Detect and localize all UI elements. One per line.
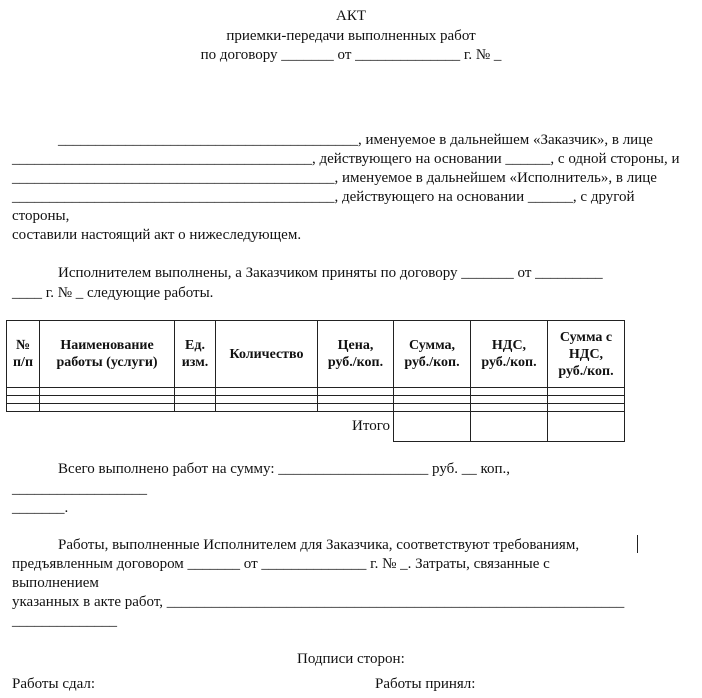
total-sum-line-2: __________________ — [12, 481, 147, 497]
col-sum: Сумма, руб./коп. — [394, 321, 471, 388]
total-sum-line: Всего выполнено работ на сумму: ____________________ руб. __ коп., — [58, 461, 511, 477]
party-line-3: ___________________________________________, именуемое в дальнейшем «Исполнитель», в лице — [12, 170, 657, 186]
text-cursor — [637, 535, 638, 553]
signatures-title: Подписи сторон: — [297, 651, 405, 667]
compliance-line-5: ______________ — [12, 613, 117, 629]
col-sum-with-vat: Сумма с НДС, руб./коп. — [548, 321, 625, 388]
table-header-row — [7, 321, 625, 388]
party-line-4: ___________________________________________, действующего на основании ______, с другой — [12, 189, 635, 205]
total-label: Итого — [352, 418, 390, 434]
col-number: № п/п — [7, 321, 40, 388]
signature-left-label: Работы сдал: — [12, 676, 96, 692]
table-row — [7, 396, 625, 404]
works-table — [6, 320, 625, 442]
party-line-5: стороны, — [12, 208, 70, 224]
total-sum-cell — [394, 412, 471, 442]
works-intro-2: ____ г. № _ следующие работы. — [12, 285, 214, 301]
col-price: Цена, руб./коп. — [318, 321, 394, 388]
compliance-line-1: Работы, выполненные Исполнителем для Заказчика, соответствуют требованиям, — [58, 537, 580, 553]
contract-line: по договору _______ от ______________ г. № _ — [200, 47, 502, 63]
works-intro-1: Исполнителем выполнены, а Заказчиком приняты по договору _______ от _________ — [58, 265, 603, 281]
compliance-line-4: указанных в акте работ, _____________________________________________________________ — [12, 594, 625, 610]
col-vat: НДС, руб./коп. — [471, 321, 548, 388]
party-line-6: составили настоящий акт о нижеследующем. — [12, 227, 302, 243]
table-row — [7, 388, 625, 396]
col-name: Наименование работы (услуги) — [40, 321, 175, 388]
act-subtitle: приемки-передачи выполненных работ — [226, 28, 476, 44]
party-line-1: ________________________________________, именуемое в дальнейшем «Заказчик», в лице — [58, 132, 653, 148]
col-unit: Ед. изм. — [175, 321, 216, 388]
col-quantity: Количество — [216, 321, 318, 388]
compliance-line-3: выполнением — [12, 575, 99, 591]
party-line-2: ________________________________________, действующего на основании ______, с одной стороны, и — [12, 151, 680, 167]
total-vat-cell — [471, 412, 548, 442]
total-sum-with-vat-cell — [548, 412, 625, 442]
compliance-line-2: предъявленным договором _______ от ______________ г. № _. Затраты, связанные с — [12, 556, 550, 572]
total-sum-line-3: _______. — [12, 500, 69, 516]
table-row — [7, 404, 625, 412]
act-title: АКТ — [336, 8, 366, 24]
signature-right-label: Работы принял: — [375, 676, 476, 692]
table-total-row — [7, 412, 625, 442]
